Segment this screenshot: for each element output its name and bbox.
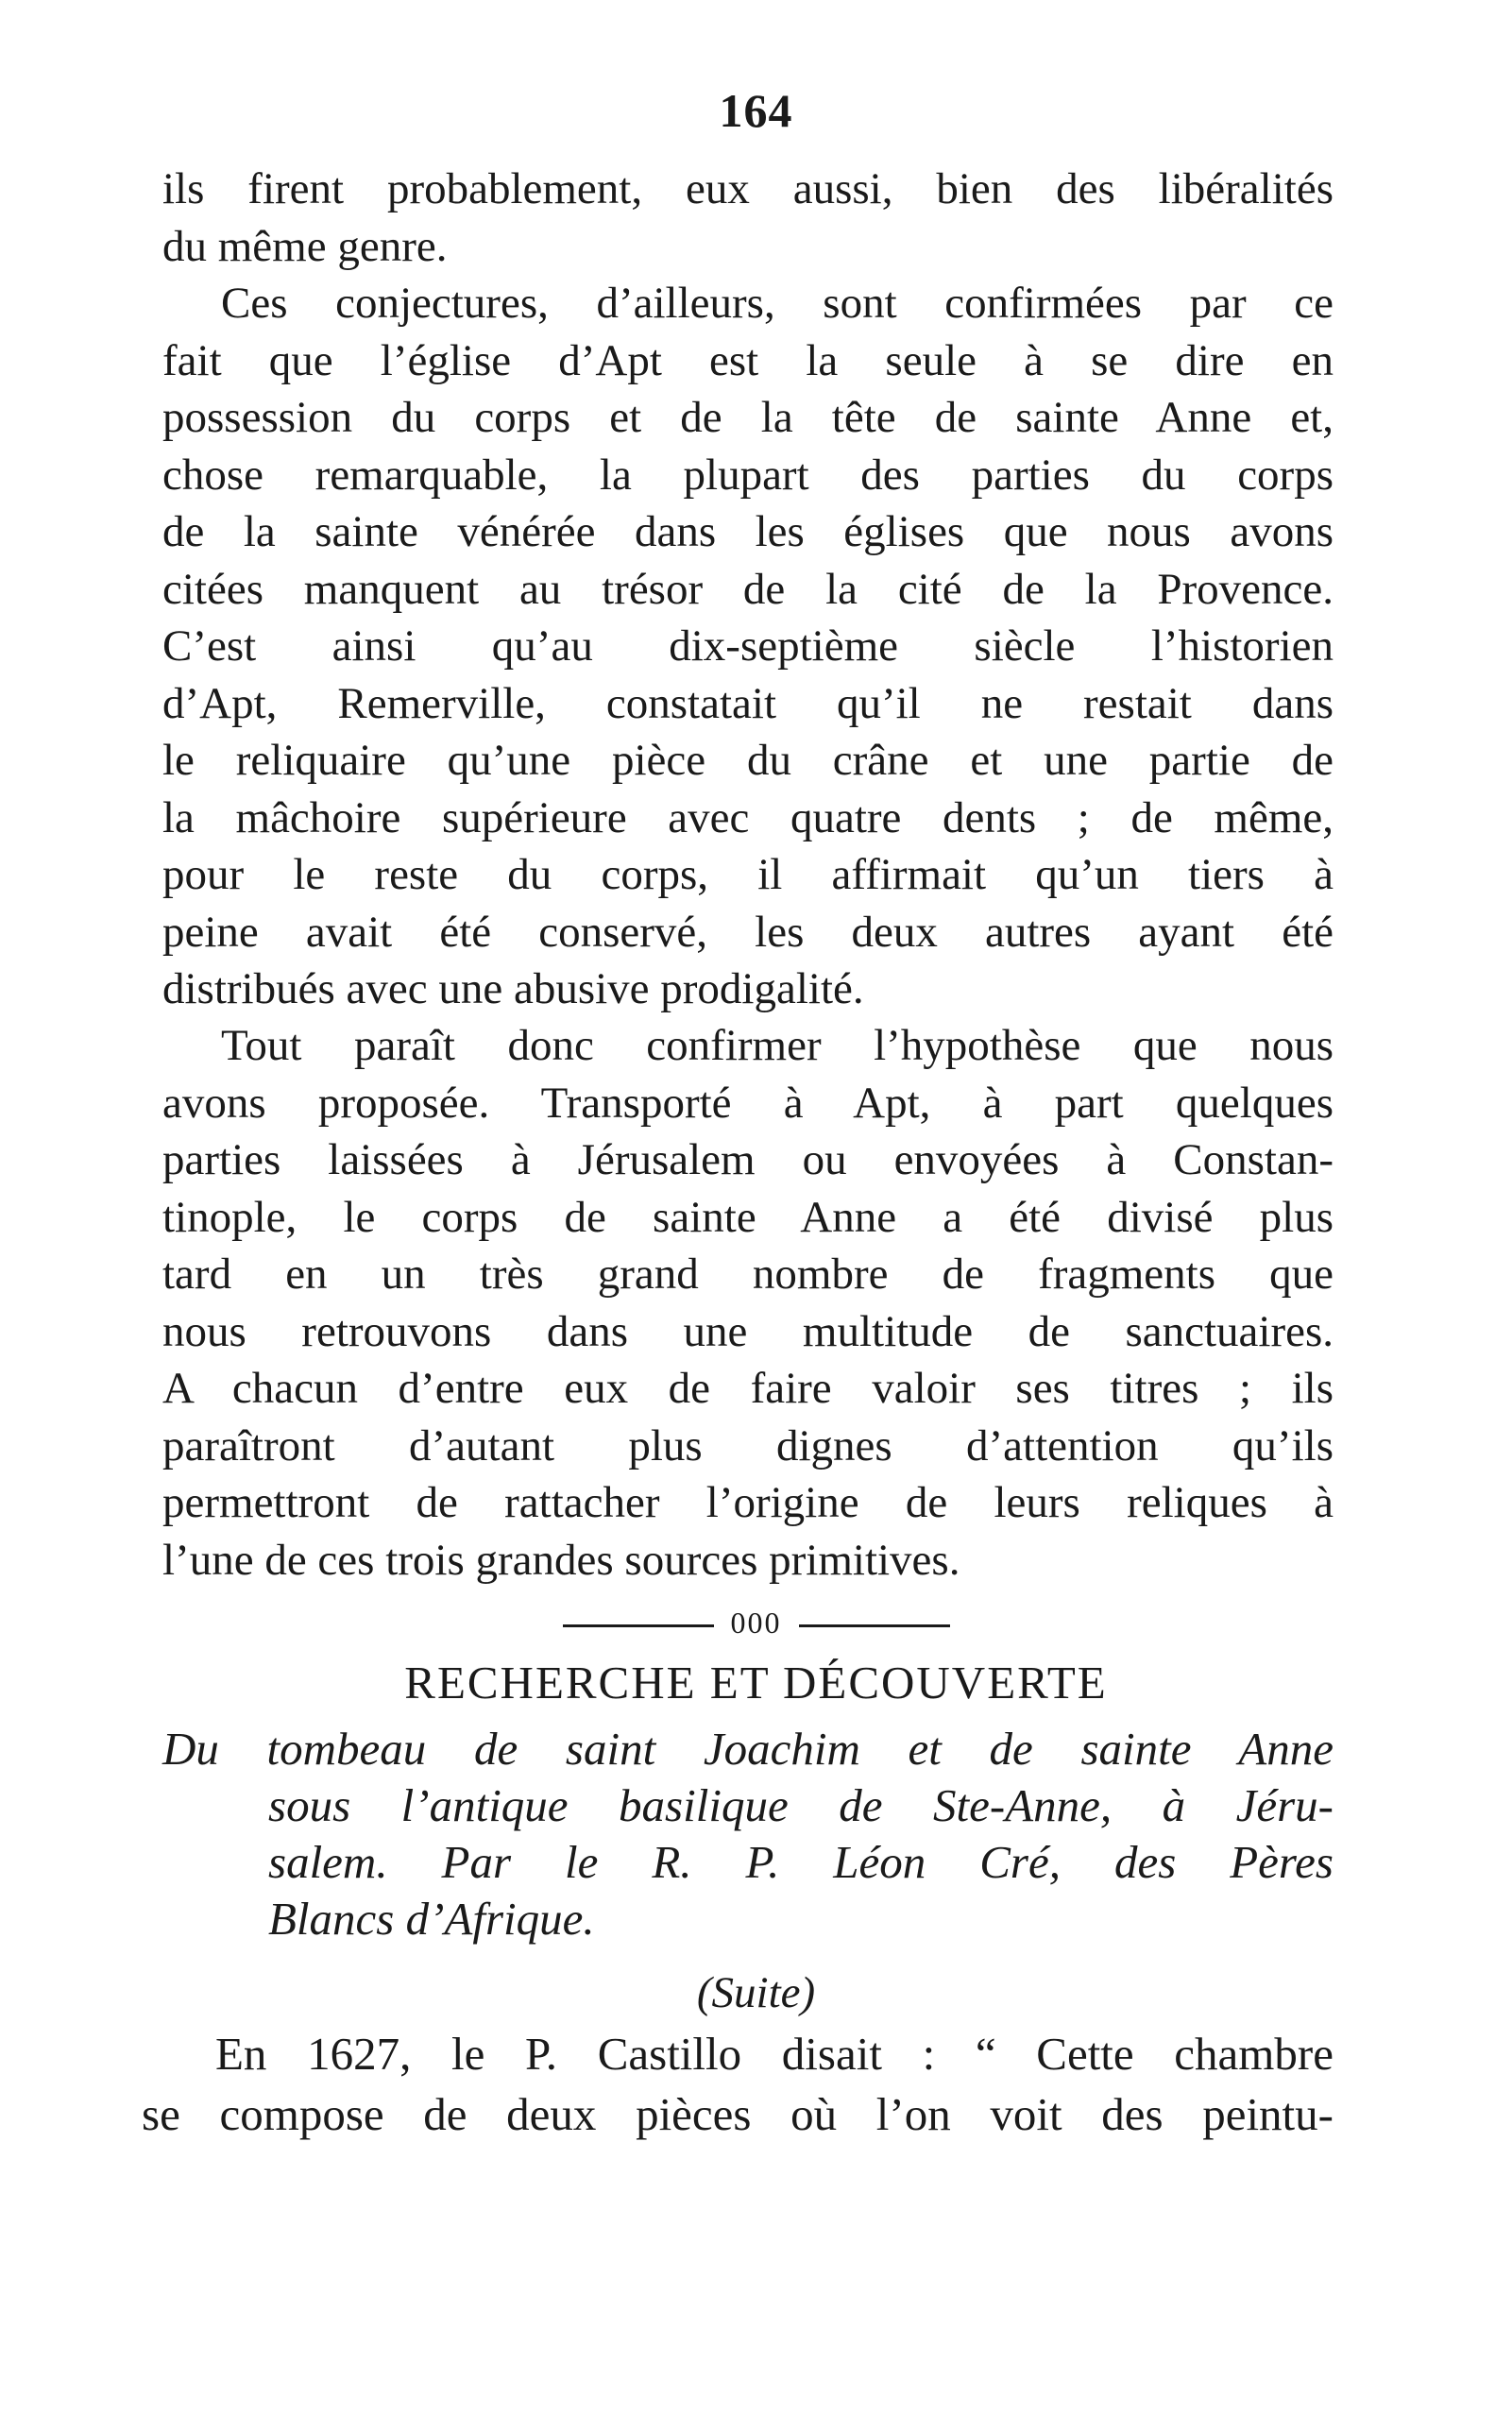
section-separator xyxy=(0,1606,1512,1640)
separator-rule-right xyxy=(799,1624,950,1627)
subtitle-line: Du tombeau de saint Joachim et de sainte Anne xyxy=(162,1723,1334,1775)
text-line: pour le reste du corps, il affirmait qu’un tiers à xyxy=(162,850,1334,899)
subtitle-line: salem. Par le R. P. Léon Cré, des Pères xyxy=(268,1836,1334,1888)
text-line: nous retrouvons dans une multitude de sanctuaires. xyxy=(162,1306,1334,1356)
text-line: A chacun d’entre eux de faire valoir ses titres ; ils xyxy=(162,1364,1334,1413)
text-line: Ces conjectures, d’ailleurs, sont confirmées par ce xyxy=(221,279,1334,328)
subtitle-line: Blancs d’Afrique. xyxy=(268,1893,595,1945)
text-line: tinople, le corps de sainte Anne a été divisé plus xyxy=(162,1192,1334,1242)
text-line: paraîtront d’autant plus dignes d’attention qu’ils xyxy=(162,1420,1334,1470)
section-title: RECHERCHE ET DÉCOUVERTE xyxy=(404,1657,1108,1708)
paragraph-4 xyxy=(142,2024,1334,2145)
text-line: chose remarquable, la plupart des parties du corps xyxy=(162,450,1334,500)
text-line: citées manquent au trésor de la cité de la Provence. xyxy=(162,564,1334,614)
text-line: du même genre. xyxy=(162,221,448,271)
suite-label: (Suite) xyxy=(696,1968,816,2017)
text-line: la mâchoire supérieure avec quatre dents ; de même, xyxy=(162,792,1334,842)
text-line: fait que l’église d’Apt est la seule à se dire en xyxy=(162,335,1334,385)
paragraph-1 xyxy=(162,161,1334,275)
separator-rule-left xyxy=(563,1624,714,1627)
subtitle-line: sous l’antique basilique de Ste-Anne, à Jéru- xyxy=(268,1779,1334,1831)
paragraph-2 xyxy=(162,275,1334,1018)
section-subtitle xyxy=(162,1721,1334,1947)
text-line: distribués avec une abusive prodigalité. xyxy=(162,964,864,1013)
text-line: C’est ainsi qu’au dix-septième siècle l’historien xyxy=(162,621,1334,671)
text-line: permettront de rattacher l’origine de leurs reliques à xyxy=(162,1478,1334,1527)
text-line: se compose de deux pièces où l’on voit des peintu- xyxy=(142,2088,1334,2140)
text-line: l’une de ces trois grandes sources primitives. xyxy=(162,1535,960,1585)
text-line: le reliquaire qu’une pièce du crâne et une partie de xyxy=(162,736,1334,785)
text-line: avons proposée. Transporté à Apt, à part quelques xyxy=(162,1078,1334,1128)
separator-mark: 000 xyxy=(730,1606,782,1640)
text-line: parties laissées à Jérusalem ou envoyées à Constan- xyxy=(162,1135,1334,1184)
paragraph-3 xyxy=(162,1017,1334,1589)
page-number: 164 xyxy=(719,84,793,137)
text-line: tard en un très grand nombre de fragments que xyxy=(162,1250,1334,1299)
text-line: possession du corps et de la tête de sainte Anne et, xyxy=(162,393,1334,442)
text-line: d’Apt, Remerville, constatait qu’il ne restait dans xyxy=(162,678,1334,728)
text-line: Tout paraît donc confirmer l’hypothèse que nous xyxy=(221,1021,1334,1070)
text-line: de la sainte vénérée dans les églises que nous avons xyxy=(162,507,1334,556)
text-line: ils firent probablement, eux aussi, bien des libéralités xyxy=(162,164,1334,213)
text-line: En 1627, le P. Castillo disait : “ Cette chambre xyxy=(215,2028,1334,2080)
text-line: peine avait été conservé, les deux autres ayant été xyxy=(162,907,1334,957)
